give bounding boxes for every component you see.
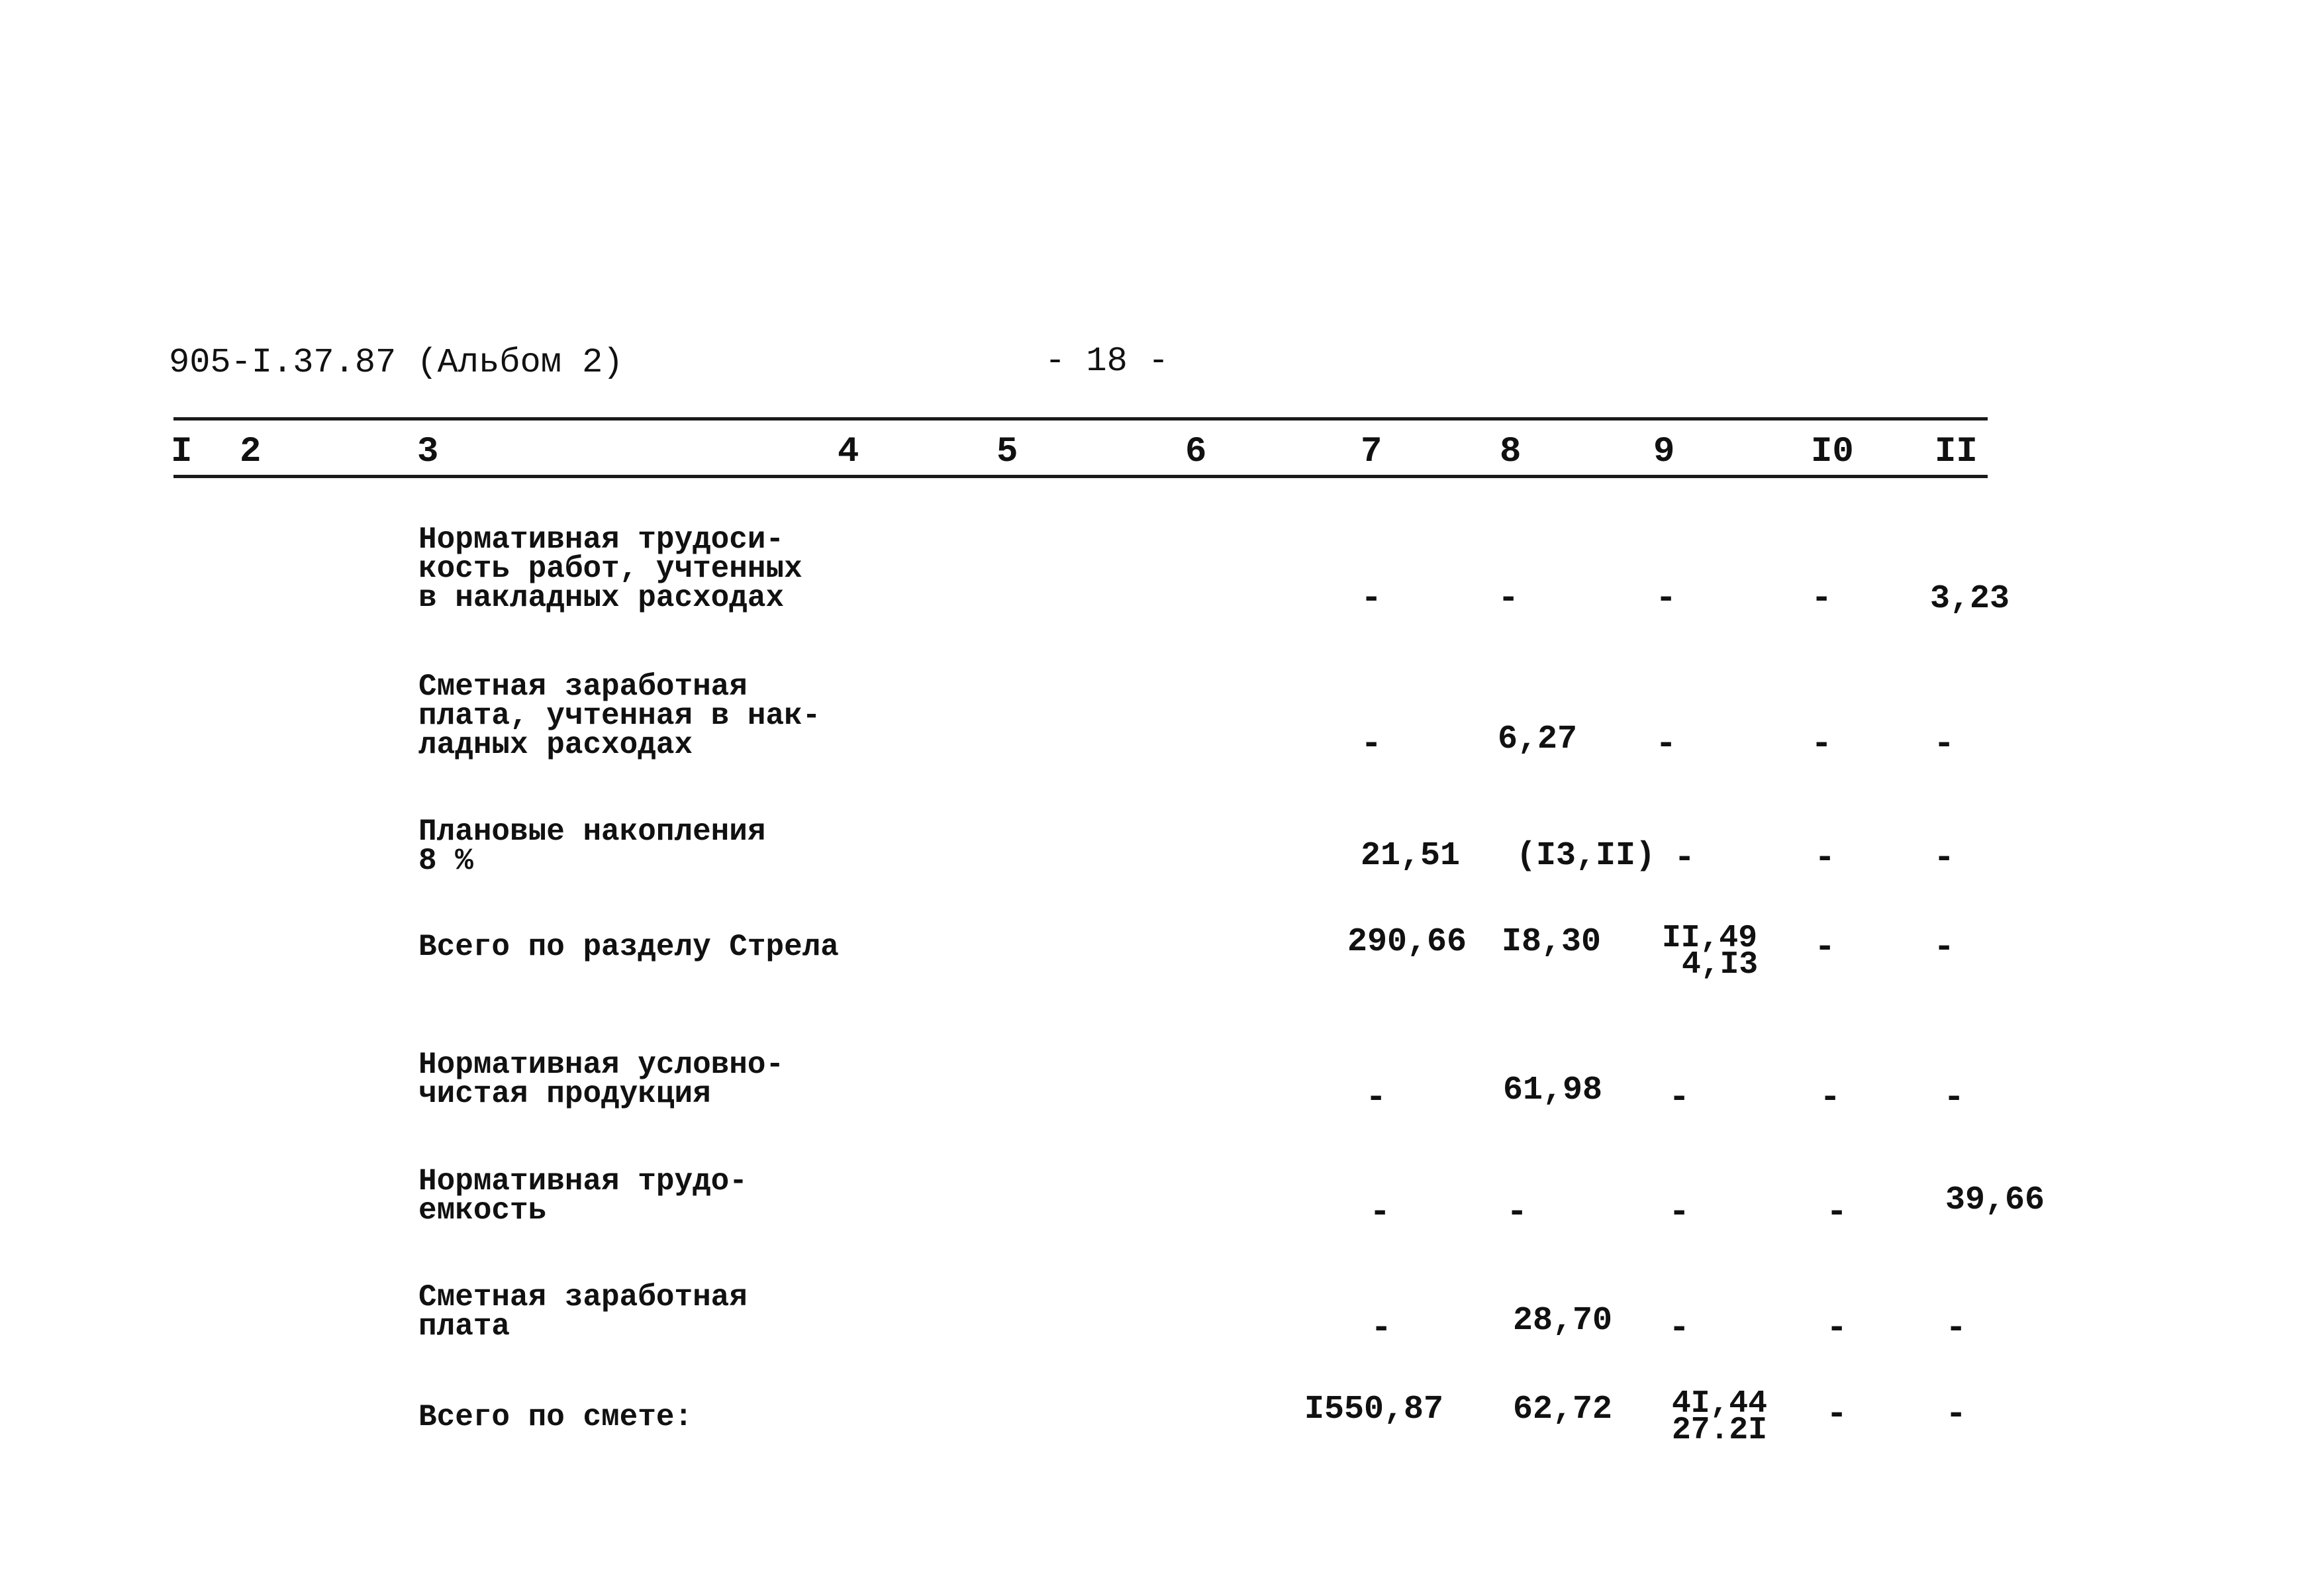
row-value-col8: -	[1506, 1193, 1528, 1233]
row-value-col8: 6,27	[1498, 720, 1578, 758]
row-value-col11: -	[1945, 1309, 1967, 1349]
row-value-col9-bottom: 27.2I	[1672, 1413, 1768, 1448]
row-value-col10: -	[1819, 1078, 1841, 1118]
row-value-col10: -	[1826, 1193, 1848, 1233]
row-value-col7: -	[1361, 579, 1382, 619]
column-number-9: 9	[1653, 432, 1675, 472]
column-number-1: I	[171, 432, 193, 472]
row-value-col11: 3,23	[1930, 580, 2010, 618]
row-value-col8: 28,70	[1513, 1302, 1613, 1340]
row-label: Нормативная трудоси- кость работ, учтенных в накладных расходах	[418, 522, 802, 615]
row-label: Сметная заработная плата	[418, 1280, 748, 1344]
row-value-col9: -	[1669, 1193, 1690, 1233]
row-value-col7: -	[1365, 1078, 1387, 1118]
row-value-col11: -	[1945, 1395, 1967, 1435]
row-value-col11: -	[1933, 838, 1955, 879]
column-number-4: 4	[838, 432, 859, 472]
column-number-11: II	[1935, 432, 1978, 472]
row-value-col11: 39,66	[1945, 1181, 2045, 1219]
row-value-col9: -	[1669, 1309, 1690, 1349]
row-value-col10: -	[1826, 1309, 1848, 1349]
column-number-8: 8	[1500, 432, 1522, 472]
row-value-col9: -	[1674, 838, 1696, 879]
table-top-rule	[173, 417, 1988, 421]
column-number-5: 5	[996, 432, 1018, 472]
column-number-6: 6	[1185, 432, 1207, 472]
row-value-col11: -	[1933, 724, 1955, 765]
row-value-col7: I550,87	[1304, 1391, 1444, 1428]
row-label: Сметная заработная плата, учтенная в нак- ладных расходах	[418, 670, 821, 762]
row-value-col8: I8,30	[1502, 923, 1602, 961]
document-reference: 905-I.37.87 (Альбом 2)	[169, 343, 624, 382]
row-value-col7: 290,66	[1347, 923, 1467, 961]
row-value-col8: 61,98	[1503, 1071, 1603, 1109]
row-value-col9-bottom: 4,I3	[1682, 947, 1759, 983]
column-number-7: 7	[1361, 432, 1382, 472]
row-value-col8: -	[1498, 579, 1520, 619]
row-value-col10: -	[1811, 579, 1833, 619]
row-value-col10: -	[1814, 838, 1836, 879]
row-value-col11: -	[1943, 1078, 1965, 1118]
row-value-col7: -	[1369, 1193, 1391, 1233]
row-label: Плановые накопления 8 %	[418, 815, 766, 878]
row-value-col7: -	[1371, 1309, 1392, 1349]
row-value-col9: -	[1655, 579, 1677, 619]
row-value-col10: -	[1826, 1395, 1848, 1435]
row-label: Всего по смете:	[418, 1400, 693, 1434]
row-value-col7: 21,51	[1361, 837, 1461, 875]
row-value-col9-top: 4I,44	[1672, 1386, 1768, 1422]
row-value-col8: 62,72	[1513, 1391, 1613, 1428]
row-label: Всего по разделу Стрела	[418, 930, 839, 964]
table-header-rule	[173, 475, 1988, 478]
row-label: Нормативная трудо- емкость	[418, 1164, 748, 1228]
row-value-col7: -	[1361, 724, 1382, 765]
row-value-col9: -	[1669, 1078, 1690, 1118]
row-value-col10: -	[1814, 928, 1836, 968]
column-number-10: I0	[1811, 432, 1854, 472]
row-value-col11: -	[1933, 928, 1955, 968]
row-value-col10: -	[1811, 724, 1833, 765]
page-number: - 18 -	[1045, 342, 1169, 381]
row-value-col9: -	[1655, 724, 1677, 765]
column-number-3: 3	[417, 432, 439, 472]
column-number-2: 2	[240, 432, 262, 472]
row-label: Нормативная условно- чистая продукция	[418, 1048, 785, 1111]
row-value-col8: (I3,II)	[1516, 837, 1656, 875]
row-value-col9-top: II,49	[1662, 920, 1758, 956]
